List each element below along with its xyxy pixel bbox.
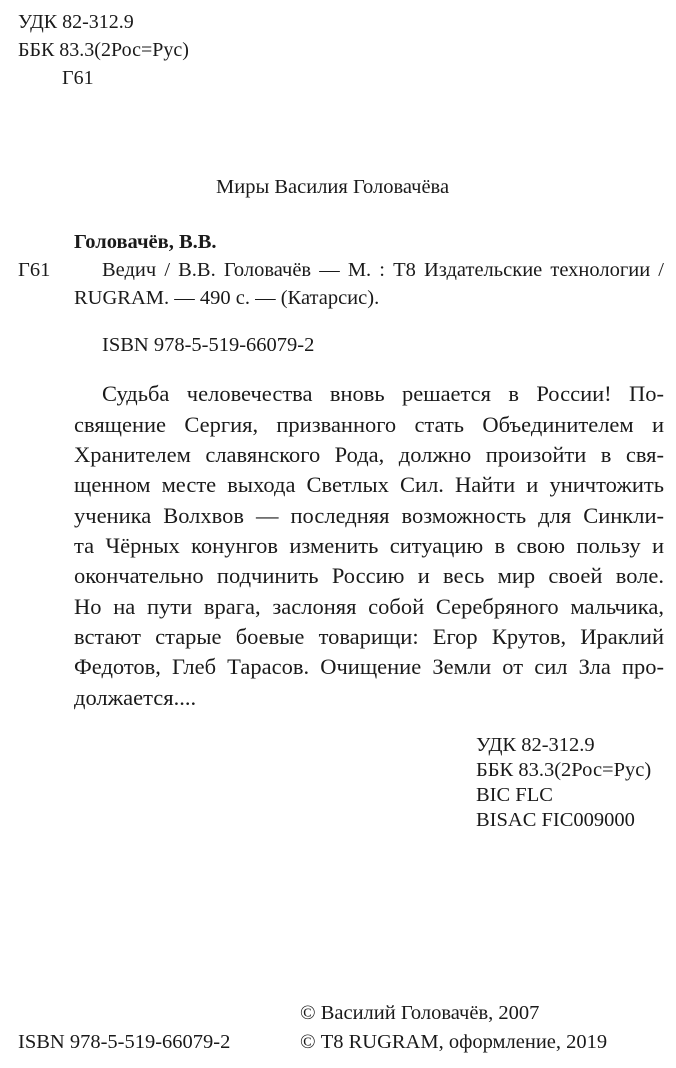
annotation-line: должается.... (74, 685, 197, 710)
annotation-line: окончательно подчинить Россию и весь мир своей воле. (74, 563, 664, 588)
copyright-design: © Т8 RUGRAM, оформление, 2019 (300, 1031, 608, 1053)
annotation-line: ученика Волхвов — последняя возможность для Синкли- (74, 503, 664, 528)
series-title: Миры Василия Головачёва (216, 176, 450, 198)
annotation-line: встают старые боевые товарищи: Егор Крутов, Ираклий (74, 624, 664, 649)
bibliographic-line-1: Ведич / В.В. Головачёв — М. : Т8 Издательские технологии / (102, 259, 664, 281)
annotation-line: Судьба человечества вновь решается в России! По- (102, 381, 664, 406)
author-mark-top: Г61 (62, 67, 94, 89)
isbn-main: ISBN 978-5-519-66079-2 (102, 334, 315, 356)
annotation-line: Федотов, Глеб Тарасов. Очищение Земли от сил Зла про- (74, 654, 664, 679)
bibliographic-line-2: RUGRAM. — 490 с. — (Катарсис). (74, 287, 380, 309)
annotation-line: та Чёрных конунгов изменить ситуацию в свою пользу и (74, 533, 664, 558)
annotation-line: священие Сергия, призванного стать Объединителем и (74, 412, 664, 437)
copyright-author: © Василий Головачёв, 2007 (300, 1002, 540, 1024)
annotation-line: щенном месте выхода Светлых Сил. Найти и уничтожить (74, 472, 664, 497)
udk-code-top: УДК 82-312.9 (18, 11, 134, 33)
bic-code: BIC FLC (476, 784, 553, 806)
annotation-line: Но на пути врага, заслоняя собой Серебряного мальчика, (74, 594, 664, 619)
bisac-code: BISAC FIC009000 (476, 809, 635, 831)
bbk-code-top: ББК 83.3(2Рос=Рус) (18, 39, 189, 61)
bbk-code: ББК 83.3(2Рос=Рус) (476, 759, 652, 781)
udk-code: УДК 82-312.9 (476, 734, 595, 756)
annotation-line: Хранителем славянского Рода, должно произойти в свя- (74, 442, 664, 467)
isbn-footer: ISBN 978-5-519-66079-2 (18, 1031, 231, 1053)
margin-author-mark: Г61 (18, 259, 51, 281)
author-heading: Головачёв, В.В. (74, 231, 217, 253)
